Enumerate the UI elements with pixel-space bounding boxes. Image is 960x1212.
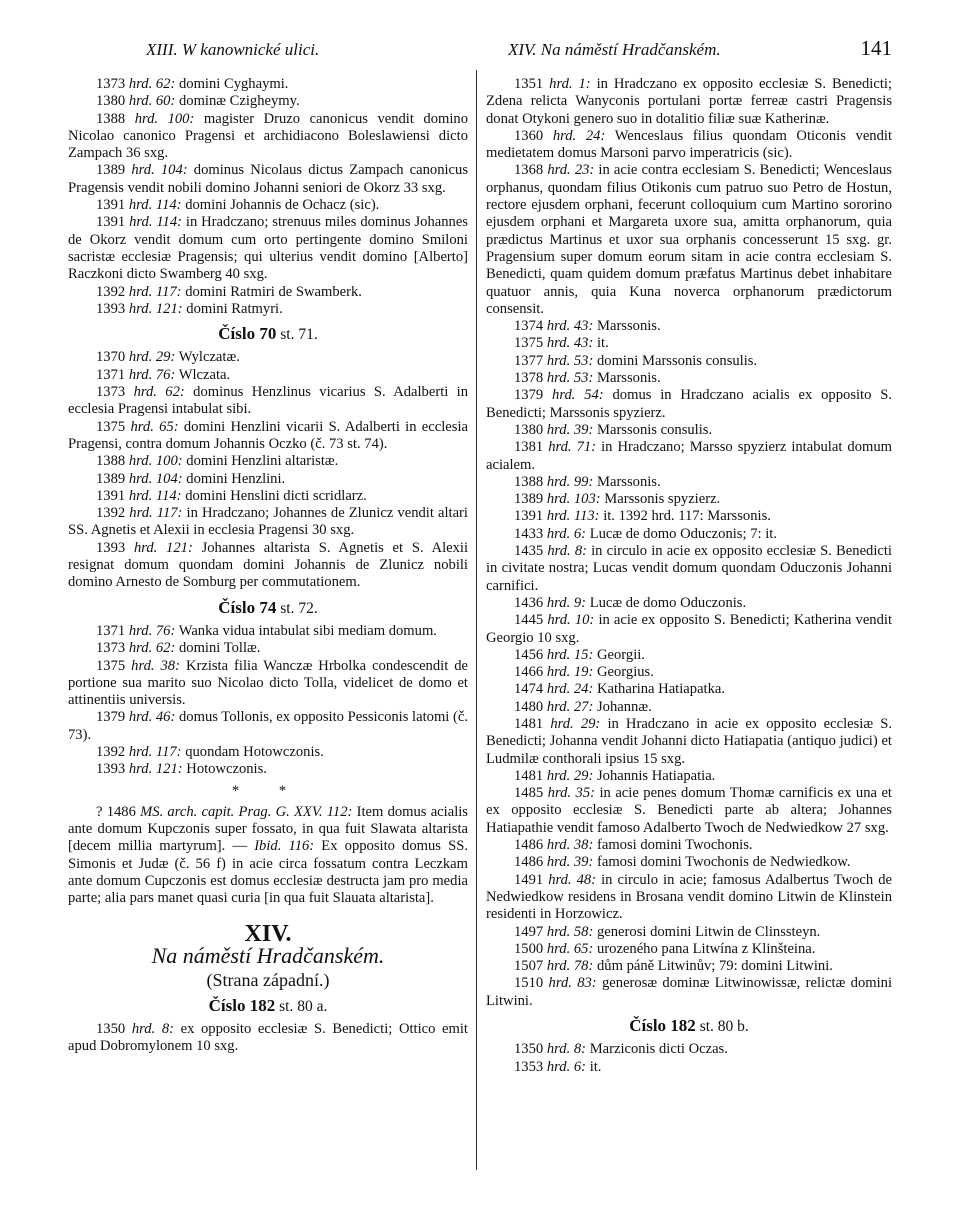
entry-year: 1375 <box>514 335 544 352</box>
entry-source: hrd. 9: <box>546 594 587 611</box>
register-entry <box>68 640 468 657</box>
note-paragraph <box>68 804 468 908</box>
register-entry <box>486 664 892 681</box>
entry-source: hrd. 39: <box>546 421 594 438</box>
entry-text: dominus Henzlinus vicarius S. Adalberti in ecclesia Pragensi intabulat sibi. <box>68 384 469 418</box>
entry-year: 1388 <box>514 473 544 490</box>
register-entry <box>486 422 892 439</box>
entry-text: Johannes altarista S. Agnetis et S. Alexii resignat domum quondam domini Johannis de Zlunicz nobili domino Arnesto de Somburg per commutationem. <box>68 539 469 591</box>
register-entry <box>486 681 892 698</box>
entry-source: hrd. 54: <box>552 387 604 404</box>
entry-source: hrd. 117: <box>128 283 182 300</box>
entry-year: 1391 <box>96 214 126 231</box>
column-divider <box>476 70 477 1170</box>
entries-list <box>486 1041 892 1076</box>
entry-text: ex opposito ecclesiæ S. Benedicti; Ottico emit apud Dobromylonem 10 sxg. <box>68 1020 468 1055</box>
entry-text: Hotowczonis. <box>186 761 267 778</box>
house-heading-rest: st. 80 a. <box>279 997 328 1015</box>
entry-year: 1370 <box>96 349 126 366</box>
section-title: Na náměstí Hradčanském. <box>151 942 385 968</box>
register-entry <box>486 699 892 716</box>
section-subtitle: (Strana západní.) <box>206 970 330 991</box>
entry-year: 1379 <box>96 709 126 726</box>
entry-text: famosi domini Twochonis de Nedwiedkow. <box>596 854 851 871</box>
entry-source: hrd. 24: <box>546 681 594 698</box>
entry-text: quondam Hotowczonis. <box>185 743 324 760</box>
entry-text: Marssonis. <box>596 473 661 490</box>
register-entry <box>68 709 468 744</box>
entry-year: 1391 <box>96 197 126 214</box>
register-entry <box>68 301 468 318</box>
entry-year: 1375 <box>96 657 126 674</box>
house-heading-rest: st. 72. <box>280 599 318 617</box>
entry-source: hrd. 83: <box>548 975 597 992</box>
entry-year: 1350 <box>96 1020 126 1037</box>
entry-source: hrd. 43: <box>546 318 594 335</box>
entries-list <box>486 76 892 1010</box>
note-text: Item domus acialis ante domum Kupczonis super fossato, in qua fuit Slawata altarista [decem millia martyrum]. — <box>68 803 468 855</box>
entry-source: hrd. 104: <box>131 162 188 179</box>
entry-year: 1371 <box>96 622 126 639</box>
entry-source: hrd. 43: <box>546 335 594 352</box>
entry-source: hrd. 46: <box>128 709 176 726</box>
entry-text: domini Ratmiri de Swamberk. <box>185 283 362 300</box>
entry-source: hrd. 113: <box>546 508 600 525</box>
entry-year: 1391 <box>96 487 126 504</box>
entry-year: 1380 <box>96 93 126 110</box>
entry-year: 1445 <box>514 612 544 629</box>
entries-list <box>68 349 468 591</box>
entry-text: in circulo in acie; famosus Adalbertus Twoch de Nedwiedkow residens in Brosana vendit domino Litwin de Klinstein residenti in Horzowicz. <box>486 871 892 923</box>
entry-source: hrd. 53: <box>546 352 594 369</box>
entry-text: Wylczatæ. <box>178 349 240 366</box>
entry-text: in circulo in acie ex opposito ecclesiæ S. Benedicti in civitate nostra; Lucas vendit domum quondam Oduczonis Johanni carnifici. <box>486 543 892 594</box>
house-heading-rest: st. 80 b. <box>699 1018 749 1036</box>
entry-text: urozeného pana Litwína z Klinšteina. <box>596 940 816 957</box>
entry-text: it. <box>589 1058 602 1075</box>
register-entry <box>486 491 892 508</box>
entry-source: hrd. 114: <box>128 487 182 504</box>
entry-text: in acie ex opposito S. Benedicti; Katherina vendit Georgio 10 sxg. <box>486 612 892 646</box>
entry-text: in acie penes domum Thomæ carnificis ex una et ex opposito ecclesiæ S. Benedicti parte ab altera; Johannes Hatiapathie vendit famoso Adalberto Twoch de Nedwiedkow 27 sxg. <box>486 785 892 836</box>
entry-text: Marssonis spyzierz. <box>604 491 721 508</box>
entry-source: hrd. 62: <box>128 76 176 92</box>
register-entry <box>68 349 468 366</box>
entry-year: 1474 <box>514 681 544 698</box>
register-entry <box>68 623 468 640</box>
entry-year: 1392 <box>96 505 126 522</box>
entry-text: Johannæ. <box>596 698 652 715</box>
house-heading <box>68 997 468 1015</box>
register-entry <box>486 353 892 370</box>
entry-year: 1486 <box>514 837 544 854</box>
register-entry <box>486 508 892 525</box>
entry-source: hrd. 6: <box>546 1058 587 1075</box>
entry-year: 1393 <box>96 761 126 778</box>
house-heading <box>486 1017 892 1035</box>
entry-source: hrd. 100: <box>134 110 195 127</box>
register-entry <box>68 111 468 163</box>
entry-year: 1485 <box>514 785 544 802</box>
entry-year: 1375 <box>96 418 126 435</box>
entry-year: 1351 <box>514 76 544 92</box>
register-entry <box>486 76 892 128</box>
entry-year: 1497 <box>514 923 544 940</box>
entry-source: hrd. 6: <box>546 525 587 542</box>
entry-text: Katharina Hatiapatka. <box>596 681 726 698</box>
entry-text: in Hradczano; strenuus miles dominus Johannes de Okorz vendit domum cum orto pertingente domino Smiloni sacristæ ecclesiæ Pragensis; qui ulterius vendit domino [Alberto] Raczkoni dicto Swamberg 40 sxg. <box>68 214 468 283</box>
register-entry <box>486 941 892 958</box>
entry-text: famosi domini Twochonis. <box>596 837 753 854</box>
entry-year: 1377 <box>514 352 544 369</box>
entry-year: 1378 <box>514 370 544 387</box>
entry-source: hrd. 117: <box>128 743 182 760</box>
entry-text: domini Henzlini vicarii S. Adalberti in ecclesia Pragensi, contra domum Johannis Oczko (č. 73 st. 74). <box>68 418 468 452</box>
register-entry <box>68 214 468 283</box>
register-entry <box>68 76 468 93</box>
entry-text: dům páně Litwinův; 79: domini Litwini. <box>596 958 833 975</box>
entries-list <box>68 76 468 318</box>
register-entry <box>68 197 468 214</box>
entry-source: hrd. 78: <box>546 958 594 975</box>
entry-text: Lucæ de domo Oduczonis. <box>589 594 747 611</box>
entry-text: domini Johannis de Ochacz (sic). <box>185 197 380 214</box>
entry-source: hrd. 121: <box>128 761 183 778</box>
register-entry <box>68 453 468 470</box>
entry-text: in Hradczano ex opposito ecclesiæ S. Benedicti; Zdena relicta Wanyconis portulani portæ ferreæ castri Pragensis donat Otykoni genero suo in dotalitio filiæ suæ Katherinæ. <box>486 76 893 127</box>
note-text-2: Ex opposito domus SS. Simonis et Judæ (č. 56 f) in acie circa fossatum contra Leczkam ante domum Cupczonis est domus ecclesiæ destructa jam pro media parte; alia pars manet quasi curia [in qua fuit Slauata altarista]. <box>68 838 468 907</box>
entry-year: 1456 <box>514 646 544 663</box>
entry-year: 1481 <box>514 715 544 732</box>
entry-year: 1373 <box>96 384 126 401</box>
entry-source: hrd. 62: <box>133 384 185 401</box>
entry-year: 1500 <box>514 940 544 957</box>
register-entry <box>68 744 468 761</box>
entry-text: domini Henzlini altaristæ. <box>186 453 339 470</box>
entry-source: hrd. 15: <box>546 646 594 663</box>
separator-stars: * * <box>231 782 305 799</box>
entry-source: hrd. 62: <box>128 640 176 657</box>
register-entry <box>486 162 892 318</box>
register-entry <box>486 837 892 854</box>
entry-source: hrd. 1: <box>549 76 591 92</box>
register-entry <box>486 958 892 975</box>
entry-year: 1350 <box>514 1041 544 1058</box>
register-entry <box>68 658 468 710</box>
entry-source: hrd. 100: <box>128 453 183 470</box>
entry-year: 1433 <box>514 525 544 542</box>
register-entry <box>68 540 468 592</box>
entry-source: hrd. 29: <box>550 715 601 732</box>
house-heading-label: Číslo 182 <box>629 1016 696 1036</box>
register-entry <box>486 335 892 352</box>
entry-text: Marssonis. <box>596 318 661 335</box>
house-heading-label: Číslo 182 <box>208 995 276 1015</box>
house-heading-label: Číslo 74 <box>218 597 277 617</box>
note-source: MS. arch. capit. Prag. G. XXV. 112: <box>140 803 353 820</box>
entry-source: hrd. 38: <box>546 837 594 854</box>
register-entry <box>68 93 468 110</box>
entry-text: Krzista filia Wanczæ Hrbolka condescendit de portione sua marito suo Nicolao dicto Tolla, videlicet de domo et attinentiis universis. <box>68 657 468 709</box>
entry-year: 1435 <box>514 543 544 560</box>
page-number: 141 <box>860 36 892 60</box>
left-column <box>68 76 468 1055</box>
entry-text: in Hradczano; Johannes de Zlunicz vendit altari SS. Agnetis et Alexii in ecclesia Pragensi 30 sxg. <box>68 505 468 539</box>
entry-text: Johannis Hatiapatia. <box>596 767 716 784</box>
section-number: XIV. <box>244 920 292 947</box>
entry-text: in acie contra ecclesiam S. Benedicti; Wenceslaus orphanus, quondam filius Otikonis cum patruo suo Petro de Hostun, rectore ejusdem orphani, fecerunt colloquium cum Martino sororino ejusdem orphani et Margareta uxore sua, amitta orphanorum, quia prædictus Martinus et uxor sua orphanis concesserunt 15 sxg. gr. Pragensium super domum eorum sitam in acie contra ecclesiam S. Benedicti, quam quidem domum præfatus Martinus debet inhabitare quatuor annis, quia Kuna noverca orphanorum prædictorum consensit. <box>486 162 892 317</box>
register-entry <box>68 284 468 301</box>
entry-source: hrd. 117: <box>129 505 183 522</box>
entry-year: 1353 <box>514 1058 544 1075</box>
entry-source: hrd. 58: <box>546 923 594 940</box>
entry-text: Georgius. <box>596 664 654 681</box>
register-entry <box>486 595 892 612</box>
entry-source: hrd. 29: <box>128 349 176 366</box>
register-entry <box>486 370 892 387</box>
register-entry <box>486 647 892 664</box>
right-column <box>486 76 892 1076</box>
register-entry <box>68 488 468 505</box>
entry-text: Lucæ de domo Oduczonis; 7: it. <box>589 525 777 542</box>
entry-source: hrd. 103: <box>546 491 601 508</box>
entry-year: 1371 <box>96 366 126 383</box>
entry-year: 1388 <box>96 453 126 470</box>
entry-source: hrd. 114: <box>128 197 182 214</box>
entry-text: dominæ Czigheymy. <box>178 93 300 110</box>
entry-source: hrd. 39: <box>546 854 594 871</box>
entry-text: it. 1392 hrd. 117: Marssonis. <box>603 508 771 525</box>
house-heading-label: Číslo 70 <box>218 324 277 344</box>
entry-text: dominus Nicolaus dictus Zampach canonicus Pragensis vendit nobili domino Johanni seniori de Okorz 33 sxg. <box>68 162 469 196</box>
entry-year: 1510 <box>514 975 544 992</box>
entry-year: 1379 <box>514 387 544 404</box>
entry-source: hrd. 53: <box>546 370 594 387</box>
entry-year: 1391 <box>514 508 544 525</box>
register-entry <box>68 384 468 419</box>
entry-year: 1481 <box>514 767 544 784</box>
running-header <box>66 36 892 66</box>
header-right: XIV. Na náměstí Hradčanském. <box>508 40 721 59</box>
register-entry <box>486 128 892 163</box>
register-entry <box>68 367 468 384</box>
register-entry <box>486 716 892 768</box>
entry-year: 1373 <box>96 76 126 92</box>
entry-year: 1389 <box>96 162 126 179</box>
register-entry <box>486 854 892 871</box>
entry-text: domini Ratmyri. <box>186 300 283 317</box>
entry-text: domini Marssonis consulis. <box>596 352 758 369</box>
entry-text: Marssonis consulis. <box>596 421 713 438</box>
register-entry <box>486 1041 892 1058</box>
register-entry <box>68 505 468 540</box>
entry-year: 1466 <box>514 664 544 681</box>
entry-text: in Hradczano; Marsso spyzierz intabulat domum acialem. <box>486 439 892 473</box>
entry-text: generosi domini Litwin de Clinssteyn. <box>596 923 821 940</box>
entry-year: 1486 <box>514 854 544 871</box>
register-entry <box>486 543 892 595</box>
entry-source: hrd. 121: <box>128 300 183 317</box>
entry-year: 1393 <box>96 300 126 317</box>
entry-source: hrd. 99: <box>546 473 594 490</box>
register-entry <box>486 612 892 647</box>
register-entry <box>486 387 892 422</box>
entry-year: 1392 <box>96 283 126 300</box>
entry-source: hrd. 65: <box>130 418 179 435</box>
register-entry <box>486 768 892 785</box>
register-entry <box>486 872 892 924</box>
entry-text: Marssonis. <box>596 370 661 387</box>
entry-text: magister Druzo canonicus vendit domino Nicolao canonico Pragensi et archidiacono Boleslawiensi dicto Zampach 36 sxg. <box>68 110 469 162</box>
entry-year: 1380 <box>514 421 544 438</box>
entry-text: domus Tollonis, ex opposito Pessiconis latomi (č. 73). <box>68 709 468 743</box>
entry-year: 1392 <box>96 743 126 760</box>
entry-source: hrd. 65: <box>546 940 594 957</box>
entry-text: domini Henslini dicti scridlarz. <box>185 487 367 504</box>
entry-source: hrd. 60: <box>128 93 176 110</box>
entry-year: 1374 <box>514 318 544 335</box>
house-heading <box>68 599 468 617</box>
entries-list <box>68 1021 468 1056</box>
entry-year: 1436 <box>514 594 544 611</box>
entry-text: it. <box>596 335 609 352</box>
entry-text: generosæ dominæ Litwinowissæ, relictæ domini Litwini. <box>486 975 893 1009</box>
register-entry <box>486 439 892 474</box>
entry-year: 1491 <box>514 871 544 888</box>
entry-text: Georgii. <box>596 646 645 663</box>
register-entry <box>486 1059 892 1076</box>
entry-text: Marziconis dicti Oczas. <box>589 1041 728 1058</box>
entry-year: 1389 <box>514 491 544 508</box>
entry-source: hrd. 76: <box>128 366 176 383</box>
entry-source: hrd. 114: <box>129 214 183 231</box>
entry-source: hrd. 8: <box>546 1041 587 1058</box>
entry-text: Wenceslaus filius quondam Oticonis vendit medietatem domus Marsoni parvo imperatricis (sic). <box>486 127 893 162</box>
register-entry <box>68 761 468 778</box>
entry-year: 1393 <box>96 539 126 556</box>
entry-source: hrd. 48: <box>548 871 597 888</box>
entry-source: hrd. 29: <box>546 767 594 784</box>
note-lead: ? 1486 <box>96 803 136 820</box>
entry-year: 1507 <box>514 958 544 975</box>
house-heading-rest: st. 71. <box>280 326 318 344</box>
entry-year: 1480 <box>514 698 544 715</box>
entry-source: hrd. 10: <box>547 612 595 629</box>
entry-year: 1388 <box>96 110 126 127</box>
entry-year: 1368 <box>514 162 544 179</box>
entry-source: hrd. 71: <box>548 439 597 456</box>
entry-year: 1381 <box>514 439 544 456</box>
house-heading <box>68 325 468 343</box>
entry-year: 1360 <box>514 127 544 144</box>
entry-source: hrd. 35: <box>547 785 595 802</box>
entries-list <box>68 623 468 779</box>
entry-text: Wlczata. <box>178 366 231 383</box>
register-entry <box>486 474 892 491</box>
entry-source: hrd. 24: <box>552 127 606 144</box>
register-entry <box>486 975 892 1010</box>
entry-source: hrd. 27: <box>546 698 594 715</box>
entry-text: in Hradczano in acie ex opposito ecclesiæ S. Benedicti; Johanna vendit Johanni dicto Hatiapatia (antiquo judici) et Ludmilæ conthorali ipsius 15 sxg. <box>486 715 892 767</box>
entry-source: hrd. 121: <box>133 539 193 556</box>
register-entry <box>68 1021 468 1056</box>
entry-source: hrd. 8: <box>131 1020 174 1037</box>
entry-text: domini Cyghaymi. <box>178 76 289 92</box>
entry-text: domus in Hradczano acialis ex opposito S. Benedicti; Marssonis spyzierz. <box>486 387 892 421</box>
entry-source: hrd. 76: <box>128 622 176 639</box>
header-left: XIII. W kanownické ulici. <box>146 40 320 59</box>
register-entry <box>68 419 468 454</box>
register-entry <box>486 318 892 335</box>
entry-source: hrd. 19: <box>546 664 594 681</box>
entry-text: Wanka vidua intabulat sibi mediam domum. <box>178 622 437 639</box>
register-entry <box>68 471 468 488</box>
entry-source: hrd. 38: <box>131 657 180 674</box>
register-entry <box>486 924 892 941</box>
entry-year: 1389 <box>96 470 126 487</box>
entry-source: hrd. 104: <box>128 470 183 487</box>
register-entry <box>486 785 892 837</box>
register-entry <box>486 526 892 543</box>
entry-text: domini Tollæ. <box>178 640 261 657</box>
entry-year: 1373 <box>96 640 126 657</box>
entry-source: hrd. 8: <box>547 543 587 560</box>
register-entry <box>68 162 468 197</box>
entry-text: domini Henzlini. <box>186 470 286 487</box>
note-source-2: Ibid. 116: <box>254 838 315 855</box>
entry-source: hrd. 23: <box>547 162 595 179</box>
